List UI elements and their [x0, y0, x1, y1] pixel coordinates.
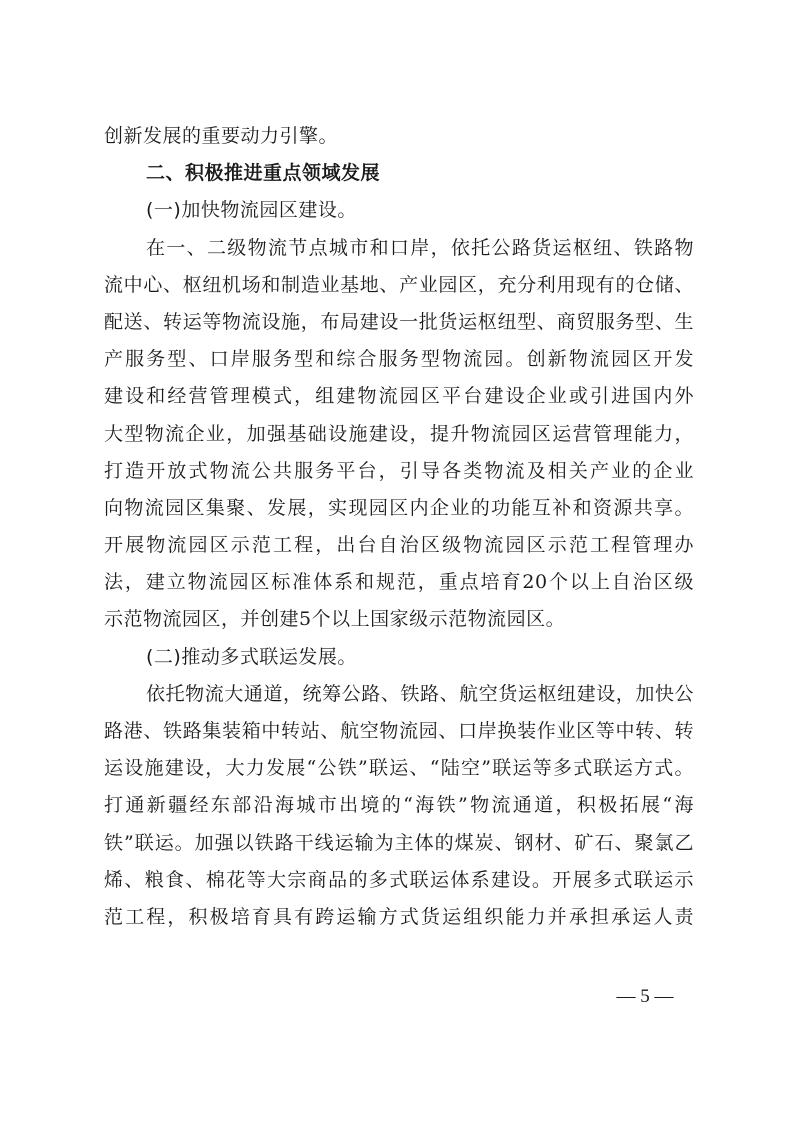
paragraph-line: 打造开放式物流公共服务平台，引导各类物流及相关产业的企业	[104, 459, 694, 482]
paragraph-line: 铁”联运。加强以铁路干线运输为主体的煤炭、钢材、矿石、聚氯乙	[104, 831, 694, 854]
subsection-heading: (二)推动多式联运发展。	[146, 645, 357, 668]
paragraph-line: 配送、转运等物流设施，布局建设一批货运枢纽型、商贸服务型、生	[104, 310, 694, 333]
document-body	[104, 118, 694, 936]
paragraph-line: 法，建立物流园区标准体系和规范，重点培育20个以上自治区级	[104, 571, 694, 594]
section-heading: 二、积极推进重点领域发展	[146, 162, 381, 185]
paragraph-line: 产服务型、口岸服务型和综合服务型物流园。创新物流园区开发	[104, 348, 694, 371]
paragraph-line: 打通新疆经东部沿海城市出境的“海铁”物流通道，积极拓展“海	[104, 794, 694, 817]
paragraph-line: 流中心、枢纽机场和制造业基地、产业园区，充分利用现有的仓储、	[104, 273, 694, 296]
paragraph-line: 建设和经营管理模式，组建物流园区平台建设企业或引进国内外	[104, 385, 694, 408]
subsection-heading: (一)加快物流园区建设。	[146, 199, 357, 222]
paragraph-line: 烯、粮食、棉花等大宗商品的多式联运体系建设。开展多式联运示	[104, 868, 694, 891]
paragraph-line: 在一、二级物流节点城市和口岸，依托公路货运枢纽、铁路物	[146, 236, 694, 259]
paragraph-line: 示范物流园区，并创建5个以上国家级示范物流园区。	[104, 608, 566, 631]
paragraph-line: 路港、铁路集装箱中转站、航空物流园、口岸换装作业区等中转、转	[104, 720, 694, 742]
paragraph-line: 创新发展的重要动力引擎。	[104, 125, 339, 147]
paragraph-line: 运设施建设，大力发展“公铁”联运、“陆空”联运等多式联运方式。	[104, 757, 694, 780]
paragraph-line: 依托物流大通道，统筹公路、铁路、航空货运枢纽建设，加快公	[146, 682, 694, 705]
paragraph-line: 开展物流园区示范工程，出台自治区级物流园区示范工程管理办	[104, 534, 694, 557]
page-number: — 5 —	[616, 986, 674, 1007]
paragraph-line: 大型物流企业，加强基础设施建设，提升物流园区运营管理能力，	[104, 422, 694, 445]
paragraph-line: 向物流园区集聚、发展，实现园区内企业的功能互补和资源共享。	[104, 496, 694, 519]
paragraph-line: 范工程，积极培育具有跨运输方式货运组织能力并承担承运人责	[104, 905, 694, 928]
